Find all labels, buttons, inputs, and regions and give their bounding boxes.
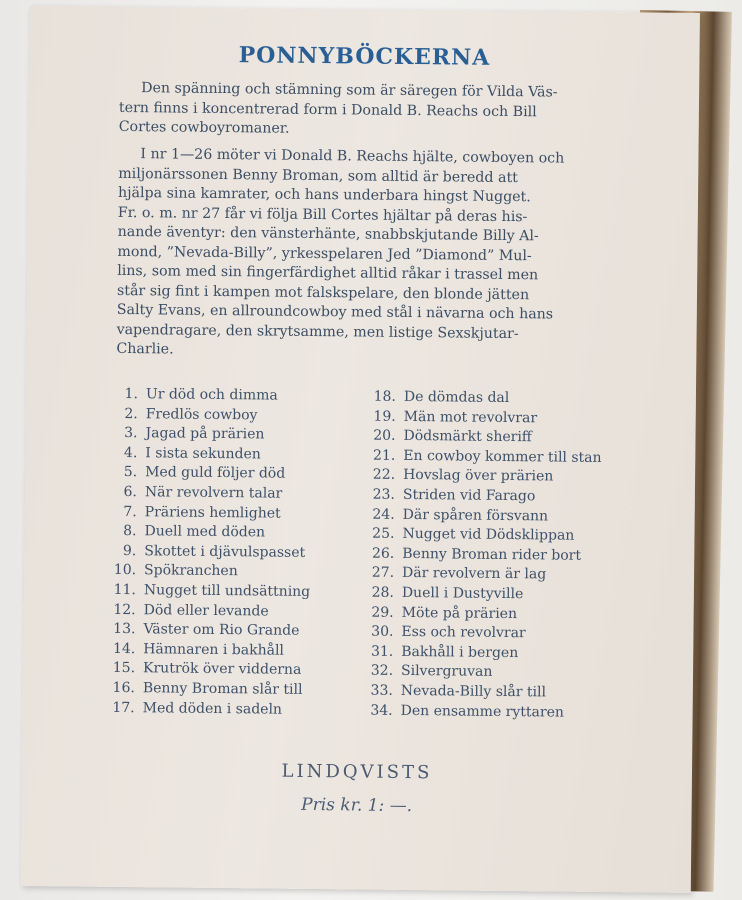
book-number: 31.: [370, 643, 394, 660]
description-paragraph: [116, 145, 658, 365]
book-title: Ess och revolvrar: [401, 624, 526, 642]
book-number: 34.: [370, 702, 393, 719]
book-number: 15.: [112, 660, 136, 677]
book-title: Nugget vid Dödsklippan: [402, 526, 575, 544]
document-page: [21, 6, 700, 893]
book-number: 7.: [123, 503, 137, 520]
book-title: Skottet i djävulspasset: [144, 542, 306, 561]
book-number: 11.: [113, 581, 136, 599]
book-title: Hovslag över prärien: [403, 467, 554, 485]
book-number: 21.: [372, 447, 396, 464]
description-line: Salty Evans, en allroundcowboy med stål i nävarna och hans: [116, 301, 554, 323]
intro-line: tern finns i koncentrerad form i Donald B. Reachs och Bill: [118, 99, 537, 120]
book-number: 3.: [124, 425, 138, 442]
book-number: 32.: [370, 662, 394, 680]
book-number: 14.: [112, 640, 136, 657]
book-title: Striden vid Farago: [402, 486, 536, 505]
book-number: 28.: [371, 584, 394, 601]
book-title: Nevada-Billy slår till: [400, 682, 547, 701]
book-number: 26.: [371, 545, 395, 562]
description-line: vapendragare, den skrytsamme, men listige Sexskjutar-: [116, 321, 519, 342]
book-title: Dödsmärkt sheriff: [403, 428, 532, 446]
book-number: 9.: [122, 542, 137, 559]
book-number: 19.: [373, 408, 396, 425]
description-line: Charlie.: [116, 340, 174, 358]
intro-line: Den spänning och stämning som är säregen för Vilda Väs-: [141, 80, 558, 101]
book-list-item: [361, 701, 661, 724]
book-title: Bakhåll i bergen: [401, 643, 519, 661]
book-title: Jagad på prärien: [145, 425, 265, 443]
book-title: Väster om Rio Grande: [143, 621, 300, 639]
book-title: Där spåren försvann: [402, 506, 549, 525]
book-number: 17.: [112, 699, 135, 716]
book-title: Silvergruvan: [400, 663, 493, 681]
book-number: 18.: [373, 388, 397, 405]
book-number: 13.: [113, 621, 136, 638]
book-title: Där revolvern är lag: [401, 565, 547, 583]
book-title: Med döden i sadeln: [142, 699, 283, 718]
book-number: 6.: [123, 483, 137, 501]
description-line: hjälpa sina kamrater, och hans underbara hingst Nugget.: [117, 184, 531, 206]
book-title: Den ensamme ryttaren: [400, 702, 565, 721]
page-title: PONNYBÖCKERNA: [238, 42, 491, 71]
description-line: I nr 1—26 möter vi Donald B. Reachs hjälte, cowboyen och: [140, 146, 565, 167]
book-title: Möte på prärien: [401, 604, 518, 622]
book-number: 23.: [372, 486, 395, 503]
description-line: nande äventyr: den vänsterhänte, snabbskjutande Billy Al-: [117, 223, 539, 245]
book-number: 12.: [113, 601, 136, 618]
book-title: Hämnaren i bakhåll: [143, 640, 285, 659]
description-line: Fr. o. m. nr 27 får vi följa Bill Cortes hjältar på deras his-: [117, 204, 528, 225]
intro-line: Cortes cowboyromaner.: [118, 118, 290, 137]
book-title: Män mot revolvrar: [403, 408, 538, 426]
book-title: Ur död och dimma: [145, 386, 278, 404]
description-line: lins, som med sin fingerfärdighet alltid råkar i trassel men: [117, 262, 539, 284]
description-line: står sig fint i kampen mot falskspelare, den blonde jätten: [116, 282, 530, 303]
book-title: Död eller levande: [143, 601, 269, 620]
description-line: miljonärssonen Benny Broman, som alltid är beredd att: [118, 165, 518, 186]
book-number: 10.: [113, 562, 137, 579]
book-number: 33.: [370, 682, 393, 699]
description-line: mond, ”Nevada-Billy”, yrkesspelaren Jed ”Diamond” Mul-: [117, 243, 532, 264]
book-list-left: [103, 385, 386, 721]
book-title: När revolvern talar: [144, 484, 283, 502]
book-number: 25.: [372, 525, 395, 543]
book-number: 8.: [123, 523, 137, 540]
book-title: Krutrök över vidderna: [142, 660, 302, 679]
book-title: Duell med döden: [144, 523, 266, 541]
book-list-item: [103, 698, 383, 721]
book-title: Benny Broman slår till: [142, 680, 303, 698]
book-number: 5.: [123, 464, 138, 481]
book-number: 16.: [112, 679, 135, 697]
book-number: 22.: [372, 466, 396, 484]
book-number: 30.: [371, 623, 394, 640]
book-list-right: [361, 388, 664, 724]
book-number: 20.: [373, 427, 396, 445]
price-label: Pris kr. 1: —.: [301, 794, 413, 817]
book-title: Nugget till undsättning: [143, 582, 311, 600]
book-title: Duell i Dustyville: [401, 584, 524, 603]
publisher-name: LINDQVISTS: [281, 760, 433, 784]
book-title: Spökranchen: [144, 562, 238, 580]
book-title: Präriens hemlighet: [144, 503, 281, 522]
book-number: 29.: [371, 604, 394, 621]
book-number: 27.: [371, 564, 395, 582]
book-title: Benny Broman rider bort: [402, 545, 582, 564]
intro-paragraph: [119, 79, 660, 143]
book-title: En cowboy kommer till stan: [403, 447, 602, 466]
book-number: 4.: [123, 444, 138, 461]
book-title: Fredlös cowboy: [145, 405, 258, 423]
book-title: I sista sekunden: [145, 445, 261, 463]
book-title: De dömdas dal: [403, 388, 510, 407]
book-number: 1.: [124, 386, 139, 403]
book-number: 24.: [372, 506, 395, 523]
book-title: Med guld följer död: [145, 464, 286, 483]
book-number: 2.: [124, 405, 138, 422]
